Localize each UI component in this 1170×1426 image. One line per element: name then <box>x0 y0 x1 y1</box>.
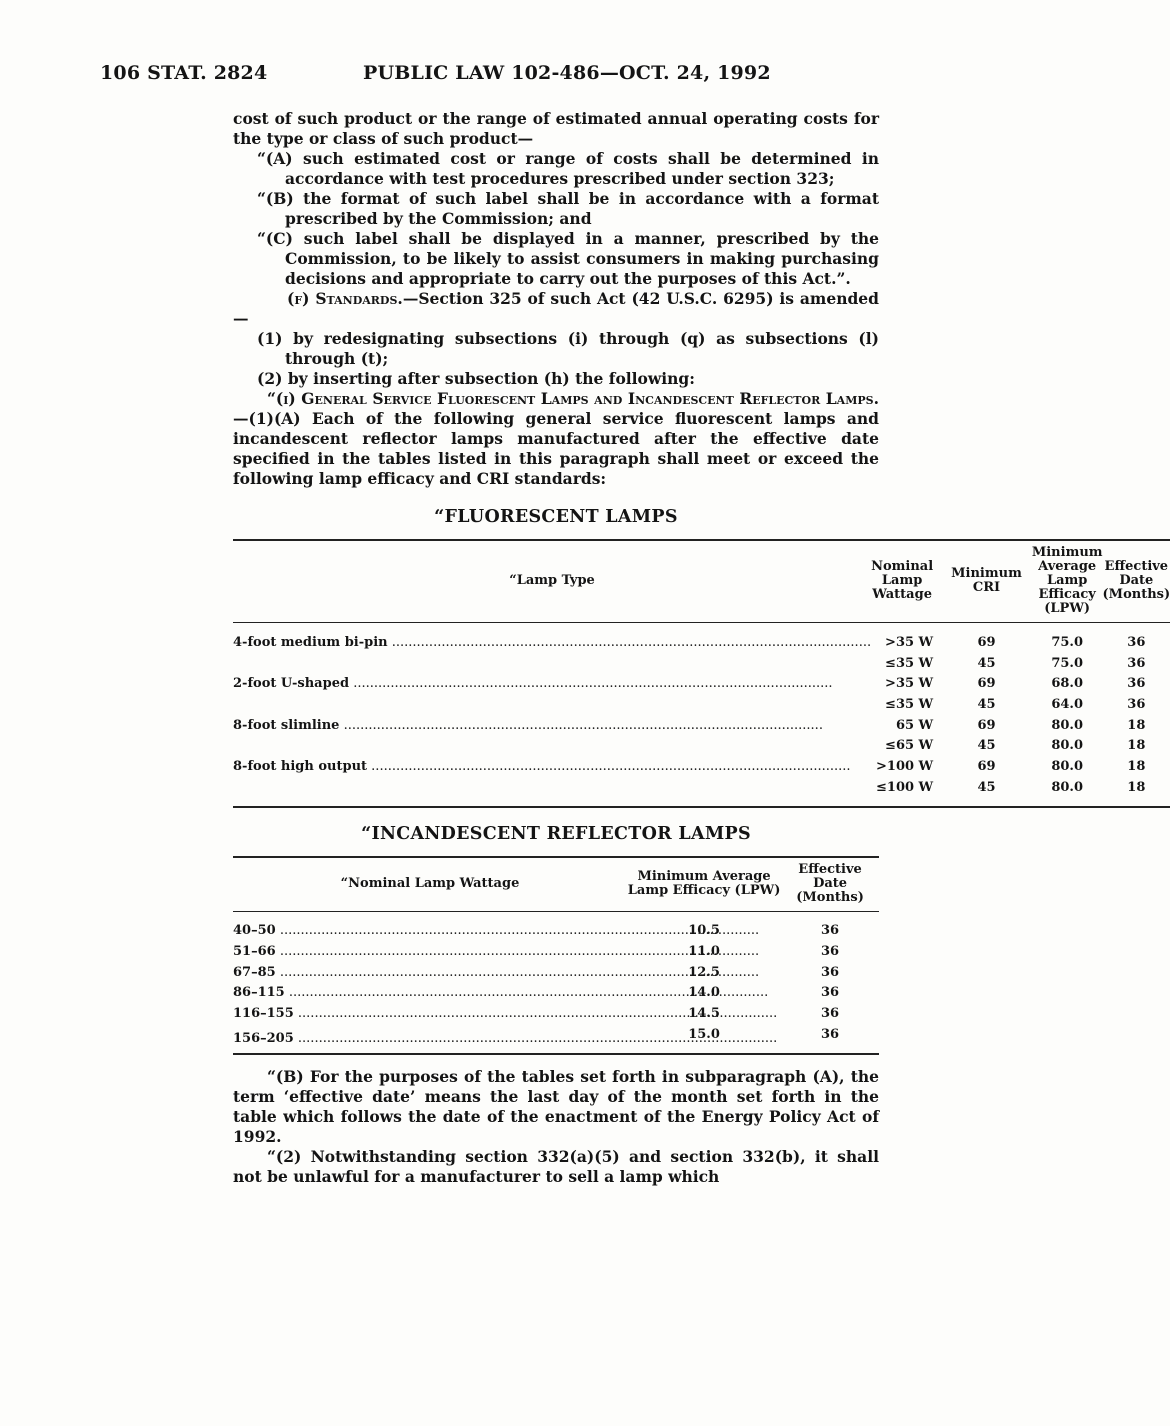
statute-reference: 106 STAT. 2824 <box>100 62 268 84</box>
cell-effective-date: 18 <box>1127 758 1146 774</box>
col-lamp-efficacy: Minimum Average Lamp Efficacy (LPW) <box>1031 545 1103 616</box>
cell-minimum-cri: 69 <box>977 634 996 650</box>
col-effective-date: Effective Date (Months) <box>1102 559 1170 602</box>
cell-minimum-cri: 69 <box>977 717 996 733</box>
table-row <box>233 983 879 1004</box>
subsection-i-paragraph <box>233 389 879 489</box>
wattage-range-label: 51–66 ..... <box>233 944 759 959</box>
cell-effective-date: 36 <box>821 944 840 960</box>
cell-lamp-efficacy: 80.0 <box>1051 758 1084 774</box>
cell-lamp-type <box>233 715 871 736</box>
col-effective-date: Effective Date (Months) <box>796 861 864 905</box>
col-lamp-type: “Lamp Type <box>509 573 595 588</box>
cell-nominal-wattage: ≤35 W <box>885 655 934 671</box>
cell-lamp-efficacy: 11.0 <box>688 944 720 960</box>
standards-label: (f) Standards. <box>287 289 403 308</box>
cell-nominal-wattage: >35 W <box>885 634 934 650</box>
cell-lamp-efficacy: 10.5 <box>688 923 720 939</box>
cell-minimum-cri: 45 <box>977 696 996 712</box>
cell-lamp-efficacy: 14.0 <box>688 985 720 1001</box>
wattage-range-label: 67–85 ..... <box>233 965 759 980</box>
cell-lamp-efficacy: 80.0 <box>1051 738 1084 754</box>
cell-lamp-type <box>233 756 871 777</box>
cell-nominal-wattage <box>233 1003 627 1024</box>
table-row <box>233 715 1170 736</box>
table-header-row <box>233 540 1170 623</box>
cell-lamp-efficacy: 75.0 <box>1051 655 1084 671</box>
cell-lamp-type <box>233 653 871 674</box>
table-row <box>233 653 1170 674</box>
cell-effective-date: 36 <box>821 1026 840 1042</box>
cell-lamp-efficacy: 75.0 <box>1051 634 1084 650</box>
table-row <box>233 962 879 983</box>
table-header-row <box>233 857 879 912</box>
document-body <box>233 109 1170 1187</box>
incandescent-table-title: “INCANDESCENT REFLECTOR LAMPS <box>361 823 751 844</box>
cell-effective-date: 36 <box>821 1006 840 1022</box>
cell-lamp-type <box>233 735 871 756</box>
cell-effective-date: 18 <box>1127 738 1146 754</box>
paragraph-2-notwithstanding: “(2) Notwithstanding section 332(a)(5) and section 332(b), it shall not be unlawful for a manufacturer to sell a lamp which <box>233 1146 879 1186</box>
wattage-range-label: 156–205 ..... <box>233 1031 777 1046</box>
cell-lamp-efficacy: 14.5 <box>688 1006 720 1022</box>
table-row <box>233 623 1170 653</box>
cell-effective-date: 36 <box>1127 676 1146 692</box>
cell-lamp-efficacy: 64.0 <box>1051 696 1084 712</box>
cell-nominal-wattage <box>233 911 627 941</box>
cell-effective-date: 36 <box>821 985 840 1001</box>
subsection-i-heading: “(i) General Service Fluorescent Lamps and Incandescent Reflector Lamps. <box>267 389 879 408</box>
cell-lamp-type <box>233 777 871 807</box>
cell-nominal-wattage <box>233 983 627 1004</box>
paragraph-a: “(A) such estimated cost or range of costs shall be determined in accordance with test procedures prescribed under section 323; <box>257 149 879 188</box>
cell-effective-date: 18 <box>1127 717 1146 733</box>
table-row <box>233 941 879 962</box>
cell-lamp-efficacy: 15.0 <box>688 1026 720 1042</box>
cell-minimum-cri: 69 <box>977 676 996 692</box>
standards-text: —Section 325 of such Act (42 U.S.C. 6295) is amended— <box>233 289 879 328</box>
cell-lamp-efficacy: 12.5 <box>688 964 720 980</box>
standards-paragraph <box>233 289 879 329</box>
paragraph-b-definition: “(B) For the purposes of the tables set forth in subparagraph (A), the term ‘effective date’ means the last day of the month set forth in the table which follows the date of the enactment of the Energy Policy Act of 1992. <box>233 1066 879 1146</box>
cell-nominal-wattage: 65 W <box>895 717 934 733</box>
table-row <box>233 735 1170 756</box>
cell-effective-date: 36 <box>821 923 840 939</box>
table-row <box>233 1024 879 1054</box>
paragraph-b: “(B) the format of such label shall be in accordance with a format prescribed by the Commission; and <box>257 189 879 228</box>
lamp-type-label: 2-foot U-shaped ..... <box>233 676 833 691</box>
paragraph-c: “(C) such label shall be displayed in a manner, prescribed by the Commission, to be likely to assist consumers in making purchasing decisions and appropriate to carry out the purposes of this Act.”. <box>257 229 879 288</box>
fluorescent-lamps-table <box>233 539 1170 808</box>
cell-minimum-cri: 45 <box>977 655 996 671</box>
cell-nominal-wattage <box>233 941 627 962</box>
cell-lamp-type <box>233 673 871 694</box>
cell-nominal-wattage: >100 W <box>876 758 934 774</box>
standards-item-2: (2) by inserting after subsection (h) the following: <box>257 369 695 388</box>
col-lamp-efficacy: Minimum Average Lamp Efficacy (LPW) <box>627 868 781 898</box>
col-nominal-wattage: Nominal Lamp Wattage <box>871 559 934 602</box>
cell-lamp-efficacy: 80.0 <box>1051 779 1084 795</box>
standards-item-1: (1) by redesignating subsections (i) through (q) as subsections (l) through (t); <box>257 329 879 368</box>
table-row <box>233 756 1170 777</box>
paragraph-intro: cost of such product or the range of estimated annual operating costs for the type or class of such product— <box>233 109 879 148</box>
table-row <box>233 694 1170 715</box>
cell-effective-date: 36 <box>1127 655 1146 671</box>
table-row <box>233 1003 879 1024</box>
lamp-type-label: 4-foot medium bi-pin ..... <box>233 635 871 650</box>
cell-nominal-wattage <box>233 1024 627 1054</box>
wattage-range-label: 86–115 ..... <box>233 985 768 1000</box>
incandescent-lamps-table <box>233 856 879 1055</box>
cell-minimum-cri: 69 <box>977 758 996 774</box>
table-row <box>233 777 1170 807</box>
cell-nominal-wattage: >35 W <box>885 676 934 692</box>
public-law-reference: PUBLIC LAW 102-486—OCT. 24, 1992 <box>363 62 771 84</box>
fluorescent-table-title: “FLUORESCENT LAMPS <box>434 507 678 527</box>
cell-nominal-wattage: ≤35 W <box>885 696 934 712</box>
wattage-range-label: 40–50 ..... <box>233 923 759 938</box>
cell-effective-date: 36 <box>821 964 840 980</box>
cell-minimum-cri: 45 <box>977 779 996 795</box>
cell-nominal-wattage: ≤65 W <box>885 738 934 754</box>
table-row <box>233 911 879 941</box>
cell-lamp-type <box>233 694 871 715</box>
cell-minimum-cri: 45 <box>977 738 996 754</box>
col-minimum-cri: Minimum CRI <box>951 566 1022 595</box>
cell-lamp-efficacy: 68.0 <box>1051 676 1084 692</box>
wattage-range-label: 116–155 ..... <box>233 1006 777 1021</box>
cell-nominal-wattage: ≤100 W <box>876 779 934 795</box>
subsection-i-text: —(1)(A) Each of the following general service fluorescent lamps and incandescent reflector lamps manufactured after the effective date specified in the tables listed in this paragraph shall meet or exceed the following lamp efficacy and CRI standards: <box>233 409 879 488</box>
cell-lamp-efficacy: 80.0 <box>1051 717 1084 733</box>
cell-effective-date: 18 <box>1127 779 1146 795</box>
table-row <box>233 673 1170 694</box>
cell-lamp-type <box>233 623 871 653</box>
lamp-type-label: 8-foot slimline ..... <box>233 718 823 733</box>
cell-effective-date: 36 <box>1127 696 1146 712</box>
col-nominal-wattage: “Nominal Lamp Wattage <box>340 875 520 891</box>
lamp-type-label: 8-foot high output ..... <box>233 759 851 774</box>
cell-effective-date: 36 <box>1127 634 1146 650</box>
cell-nominal-wattage <box>233 962 627 983</box>
